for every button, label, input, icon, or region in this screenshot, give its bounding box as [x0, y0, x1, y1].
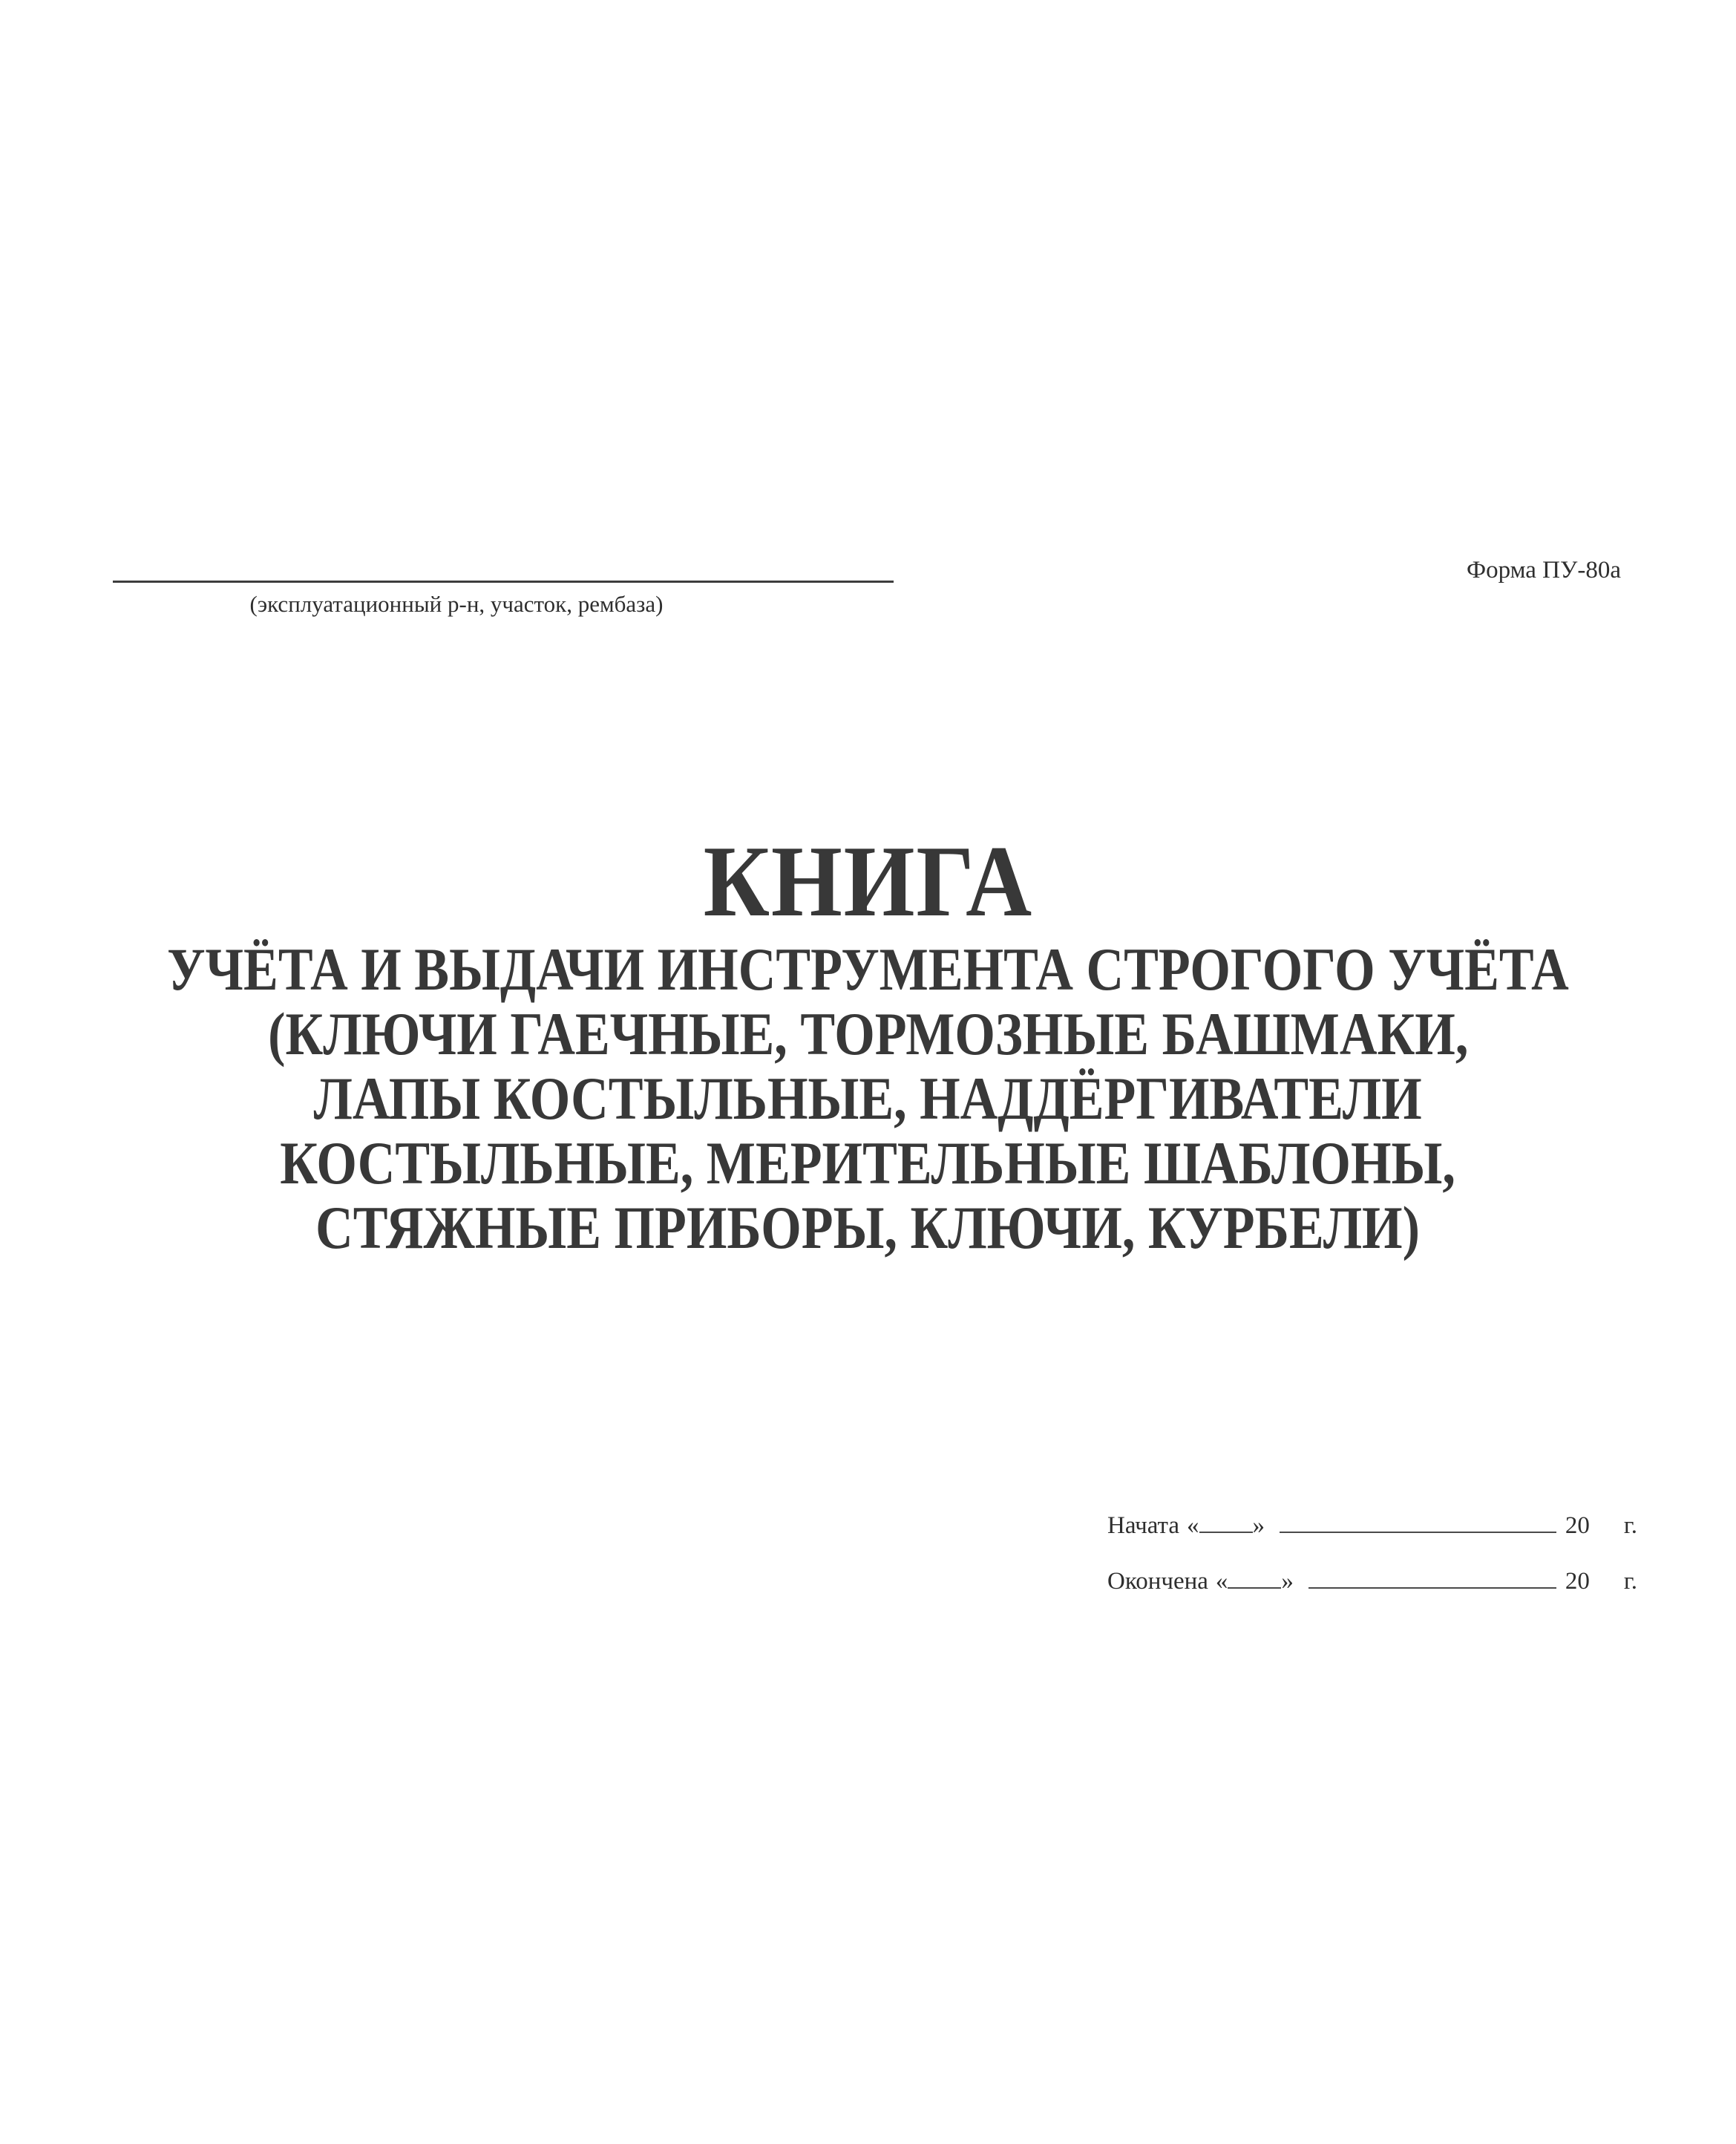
dates-section — [1107, 1509, 1637, 1598]
finished-month-field[interactable] — [1308, 1586, 1556, 1589]
year-prefix: 20 — [1565, 1512, 1590, 1539]
year-suffix: г. — [1623, 1512, 1637, 1539]
year-prefix: 20 — [1565, 1568, 1590, 1595]
year-suffix: г. — [1623, 1568, 1637, 1595]
finished-label: Окончена — [1107, 1568, 1208, 1595]
date-row-started — [1107, 1509, 1637, 1542]
started-day-field[interactable] — [1199, 1530, 1253, 1533]
started-month-field[interactable] — [1280, 1530, 1556, 1533]
title-subtitle-line — [0, 1001, 1736, 1066]
open-quote: « — [1187, 1512, 1199, 1539]
close-quote: » — [1252, 1512, 1265, 1539]
title-subtitle-line-4: КОСТЫЛЬНЫЕ, МЕРИТЕЛЬНЫЕ ШАБЛОНЫ, — [280, 1129, 1456, 1197]
title-subtitle-line — [0, 1131, 1736, 1195]
date-row-finished — [1107, 1565, 1637, 1598]
title-subtitle-line-3: ЛАПЫ КОСТЫЛЬНЫЕ, НАДДЁРГИВАТЕЛИ — [313, 1065, 1423, 1132]
started-label: Начата — [1107, 1512, 1180, 1539]
title-subtitle-line — [0, 1195, 1736, 1260]
org-line-input[interactable] — [113, 581, 894, 583]
title-subtitle-line — [0, 1066, 1736, 1131]
finished-day-field[interactable] — [1228, 1586, 1281, 1589]
title-subtitle-line — [0, 937, 1736, 1001]
title-subtitle-line-5: СТЯЖНЫЕ ПРИБОРЫ, КЛЮЧИ, КУРБЕЛИ) — [315, 1194, 1421, 1261]
open-quote: « — [1215, 1568, 1228, 1595]
org-line-caption: (эксплуатационный р-н, участок, рембаза) — [249, 591, 664, 617]
title-subtitle-line-1: УЧЁТА И ВЫДАЧИ ИНСТРУМЕНТА СТРОГОГО УЧЁТА — [167, 935, 1569, 1003]
close-quote: » — [1281, 1568, 1294, 1595]
title-main: КНИГА — [703, 825, 1033, 938]
title-subtitle-line-2: (КЛЮЧИ ГАЕЧНЫЕ, ТОРМОЗНЫЕ БАШМАКИ, — [267, 1000, 1469, 1068]
form-code-label: Форма ПУ-80а — [1467, 557, 1621, 584]
book-title — [0, 826, 1736, 1260]
title-main-line — [0, 826, 1736, 937]
